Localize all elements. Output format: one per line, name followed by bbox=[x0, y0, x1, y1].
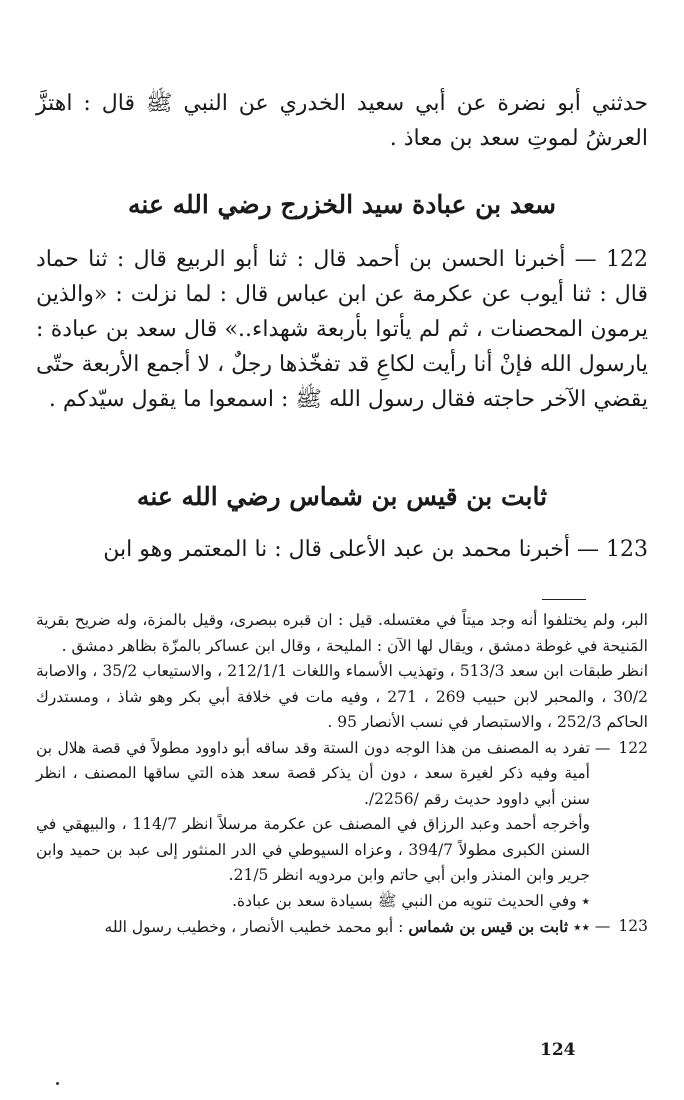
page-number: 124 bbox=[540, 1040, 576, 1060]
footnote-123-text: : أبو محمد خطيب الأنصار ، وخطيب رسول الله bbox=[104, 918, 404, 936]
footnote-dash: — bbox=[594, 738, 611, 757]
footnote-references: انظر طبقات ابن سعد 513/3 ، وتهذيب الأسماء واللغات 212/1/1 ، والاستيعاب 35/2 ، والاصابة 30/2 ، والمحبر لابن حبيب 269 ، 271 ، وفيه مات في خلافة أبي بكر وهو شاذ ، ومستدرك الحاكم 252/3 ، والاستبصار في نسب الأنصار 95 . bbox=[36, 662, 649, 731]
footnote-122-text-2: وأخرجه أحمد وعبد الرزاق في المصنف عن عكرمة مرسلاً انظر 114/7 ، والبيهقي في السنن الكبرى مطولاً 394/7 ، وعزاه السيوطي في الدر المنثور إلى عبد بن حميد وابن جرير وابن المنذر وابن أبي حاتم وابن مردويه انظر 21/5. bbox=[36, 815, 591, 884]
section-heading-saad-ibn-ubadah: سعد بن عبادة سيد الخزرج رضي الله عنه bbox=[128, 190, 556, 219]
footnotes bbox=[36, 608, 648, 941]
paragraph-intro: حدثني أبو نضرة عن أبي سعيد الخدري عن النبي ﷺ قال : اهتزَّ العرشُ لموتِ سعد بن معاذ . bbox=[36, 91, 648, 151]
footnote-continuation: البر، ولم يختلفوا أنه وجد ميتاً في مغتسله. قيل : ان قبره ببصرى، وقيل بالمزة، وله ضريح بقرية المَنيحة في غوطة دمشق ، ويقال لها الآن : المليحة ، وقال ابن عساكر بالمزّة بظاهر دمشق . bbox=[36, 611, 648, 655]
section-heading-thabit-ibn-qays: ثابت بن قيس بن شماس رضي الله عنه bbox=[136, 482, 548, 511]
footnote-number: 123 bbox=[618, 917, 648, 935]
footnote-123 bbox=[36, 914, 648, 941]
footnote-number: 122 bbox=[618, 738, 648, 757]
footnote-122-text-3: ٭ وفي الحديث تنويه من النبي ﷺ بسيادة سعد بن عبادة. bbox=[232, 891, 590, 910]
footnote-marker: ٭٭ bbox=[573, 918, 590, 936]
footnote-dash: — bbox=[594, 917, 611, 935]
footnote-122-text-1: تفرد به المصنف من هذا الوجه دون الستة وقد ساقه أبو داوود مطولاً في قصة هلال بن أمية وفيه ذكر لغيرة سعد ، دون أن يذكر قصة سعد هذه التي ساقها المصنف ، انظر سنن أبي داوود حديث رقم /2256/. bbox=[36, 738, 590, 808]
footnote-divider bbox=[542, 599, 586, 600]
footnote-122 bbox=[36, 736, 648, 915]
paragraph-hadith-123: 123 — أخبرنا محمد بن عبد الأعلى قال : نا المعتمر وهو ابن bbox=[103, 537, 648, 562]
footnote-bold-name: ثابت بن قيس بن شماس bbox=[408, 917, 569, 936]
paragraph-hadith-122: 122 — أخبرنا الحسن بن أحمد قال : ثنا أبو الربيع قال : ثنا حماد قال : ثنا أيوب عن عكرمة عن ابن عباس قال : لما نزلت : «والذين يرمون المحصنات ، ثم لم يأتوا بأربعة شهداء..» قال سعد بن عبادة : يارسول الله فإنْ أنا رأيت لكاعِ قد تفخّذها رجلٌ ، لا أجمع الأربعة حتّى يقضي الآخر حاجته فقال رسول الله ﷺ : اسمعوا ما يقول سيّدكم . bbox=[36, 247, 648, 412]
scan-speck bbox=[56, 1082, 59, 1085]
